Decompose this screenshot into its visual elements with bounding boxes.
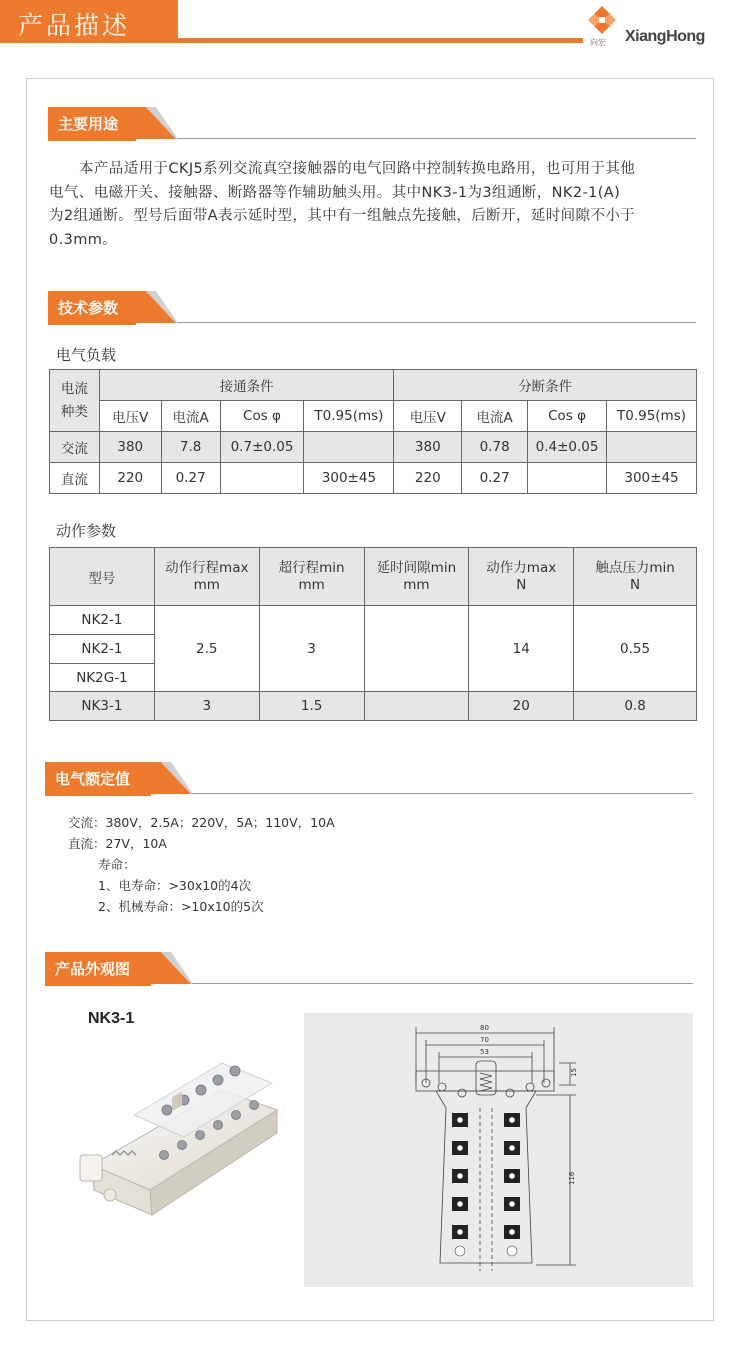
column-header	[154, 548, 259, 606]
header-line: 延时间隙min	[376, 559, 457, 576]
model-cell: NK2-1	[50, 635, 155, 664]
rated-line: 直流：27V，10A	[68, 836, 167, 851]
load-title: 电气负载	[56, 346, 117, 364]
column-header: 电流A	[161, 401, 220, 432]
column-header: 电压V	[99, 401, 161, 432]
table-cell: 0.4±0.05	[528, 432, 607, 463]
table-cell: 3	[154, 692, 259, 721]
load-corner-cell	[50, 370, 100, 432]
section-title-appearance: 产品外观图	[45, 952, 151, 986]
table-cell: 7.8	[161, 432, 220, 463]
table-cell: 380	[99, 432, 161, 463]
table-cell	[304, 432, 394, 463]
column-header	[469, 548, 574, 606]
dim-label: 116	[568, 1171, 576, 1185]
table-row	[50, 432, 697, 463]
usage-line: 0.3mm。	[49, 231, 118, 248]
header-unit: mm	[403, 576, 430, 593]
section-title-usage: 主要用途	[48, 107, 136, 141]
corner-line: 电流	[60, 380, 88, 397]
table-cell: 220	[99, 463, 161, 494]
column-header	[259, 548, 364, 606]
table-row	[50, 692, 697, 721]
table-cell: 20	[469, 692, 574, 721]
dimension-drawing-panel	[304, 1013, 693, 1287]
header-line: 动作行程max	[165, 559, 249, 576]
table-cell: 3	[259, 606, 364, 692]
rated-line: 交流：380V，2.5A；220V，5A；110V，10A	[68, 815, 335, 830]
dim-label: 70	[480, 1036, 489, 1044]
logo-en-text: XiangHong	[625, 28, 705, 45]
model-cell: NK2G-1	[50, 664, 155, 692]
header-line: 触点压力min	[595, 559, 675, 576]
column-header: Cos φ	[220, 401, 304, 432]
model-cell: NK3-1	[50, 692, 155, 721]
dim-label: 80	[480, 1024, 489, 1032]
dim-label: 53	[480, 1048, 489, 1056]
section-tab-tail	[136, 291, 178, 325]
action-table	[49, 547, 697, 721]
rated-line: 寿命：	[98, 857, 136, 872]
dim-label: 15	[570, 1068, 578, 1077]
table-cell: 1.5	[259, 692, 364, 721]
section-tab-tail	[151, 952, 193, 986]
column-header	[364, 548, 469, 606]
column-header: 电压V	[394, 401, 462, 432]
table-row	[50, 463, 697, 494]
column-header: Cos φ	[528, 401, 607, 432]
table-cell: 0.7±0.05	[220, 432, 304, 463]
logo-mark-icon	[588, 6, 616, 34]
header-unit: N	[630, 576, 641, 593]
rated-line: 2、机械寿命：>10x10的5次	[98, 899, 264, 914]
table-cell: 2.5	[154, 606, 259, 692]
table-cell: 380	[394, 432, 462, 463]
rated-values	[68, 812, 335, 917]
section-tab-tail	[151, 762, 193, 796]
dimension-drawing	[304, 1013, 693, 1287]
section-title-tech: 技术参数	[48, 291, 136, 325]
header-unit: mm	[298, 576, 325, 593]
table-cell	[220, 463, 304, 494]
table-cell: 0.8	[574, 692, 697, 721]
usage-line	[49, 158, 699, 182]
table-cell	[364, 606, 469, 692]
product-model-label: NK3-1	[88, 1010, 135, 1027]
header-unit: N	[516, 576, 527, 593]
section-header-rated	[45, 762, 693, 796]
usage-paragraph	[49, 158, 699, 252]
brand-logo	[588, 6, 728, 50]
header-line: 超行程min	[278, 559, 345, 576]
load-table	[49, 369, 697, 494]
table-cell: 300±45	[607, 463, 697, 494]
usage-line: 电气、电磁开关、接触器、断路器等作辅助触头用。其中NK3-1为3组通断，NK2-1(A)	[49, 184, 621, 201]
header-line: 动作力max	[486, 559, 557, 576]
page-title: 产品描述	[18, 11, 131, 40]
column-header: T0.95(ms)	[607, 401, 697, 432]
table-cell	[528, 463, 607, 494]
table-cell: 0.55	[574, 606, 697, 692]
table-cell	[364, 692, 469, 721]
table-cell: 0.78	[462, 432, 528, 463]
table-cell: 300±45	[304, 463, 394, 494]
column-header	[50, 548, 155, 606]
section-header-usage	[48, 107, 696, 141]
header-unit: mm	[193, 576, 220, 593]
column-header: T0.95(ms)	[304, 401, 394, 432]
logo-cn-text: 向宏	[590, 38, 606, 47]
usage-line: 为2组通断。型号后面带A表示延时型，其中有一组触点先接触，后断开，延时间隙不小于	[49, 208, 636, 224]
corner-line: 种类	[60, 403, 88, 420]
page-header	[0, 0, 738, 60]
table-cell: 0.27	[161, 463, 220, 494]
table-row	[50, 606, 697, 635]
usage-line-text: 本产品适用于CKJ5系列交流真空接触器的电气回路中控制转换电路用，也可用于其他	[79, 161, 636, 177]
group-header-on: 接通条件	[99, 370, 394, 401]
section-title-rated: 电气额定值	[45, 762, 151, 796]
section-header-tech	[48, 291, 696, 325]
column-header: 电流A	[462, 401, 528, 432]
section-tab-tail	[136, 107, 178, 141]
table-cell: 14	[469, 606, 574, 692]
table-cell	[607, 432, 697, 463]
header-tab	[0, 0, 178, 43]
section-header-appearance	[45, 952, 693, 986]
row-type: 直流	[50, 463, 100, 494]
group-header-off: 分断条件	[394, 370, 697, 401]
model-cell: NK2-1	[50, 606, 155, 635]
rated-line: 1、电寿命：>30x10的4次	[98, 878, 252, 893]
row-type: 交流	[50, 432, 100, 463]
header-line: 型号	[88, 570, 116, 587]
column-header	[574, 548, 697, 606]
table-cell: 220	[394, 463, 462, 494]
product-photo	[72, 1055, 282, 1230]
table-cell: 0.27	[462, 463, 528, 494]
action-title: 动作参数	[56, 522, 117, 540]
